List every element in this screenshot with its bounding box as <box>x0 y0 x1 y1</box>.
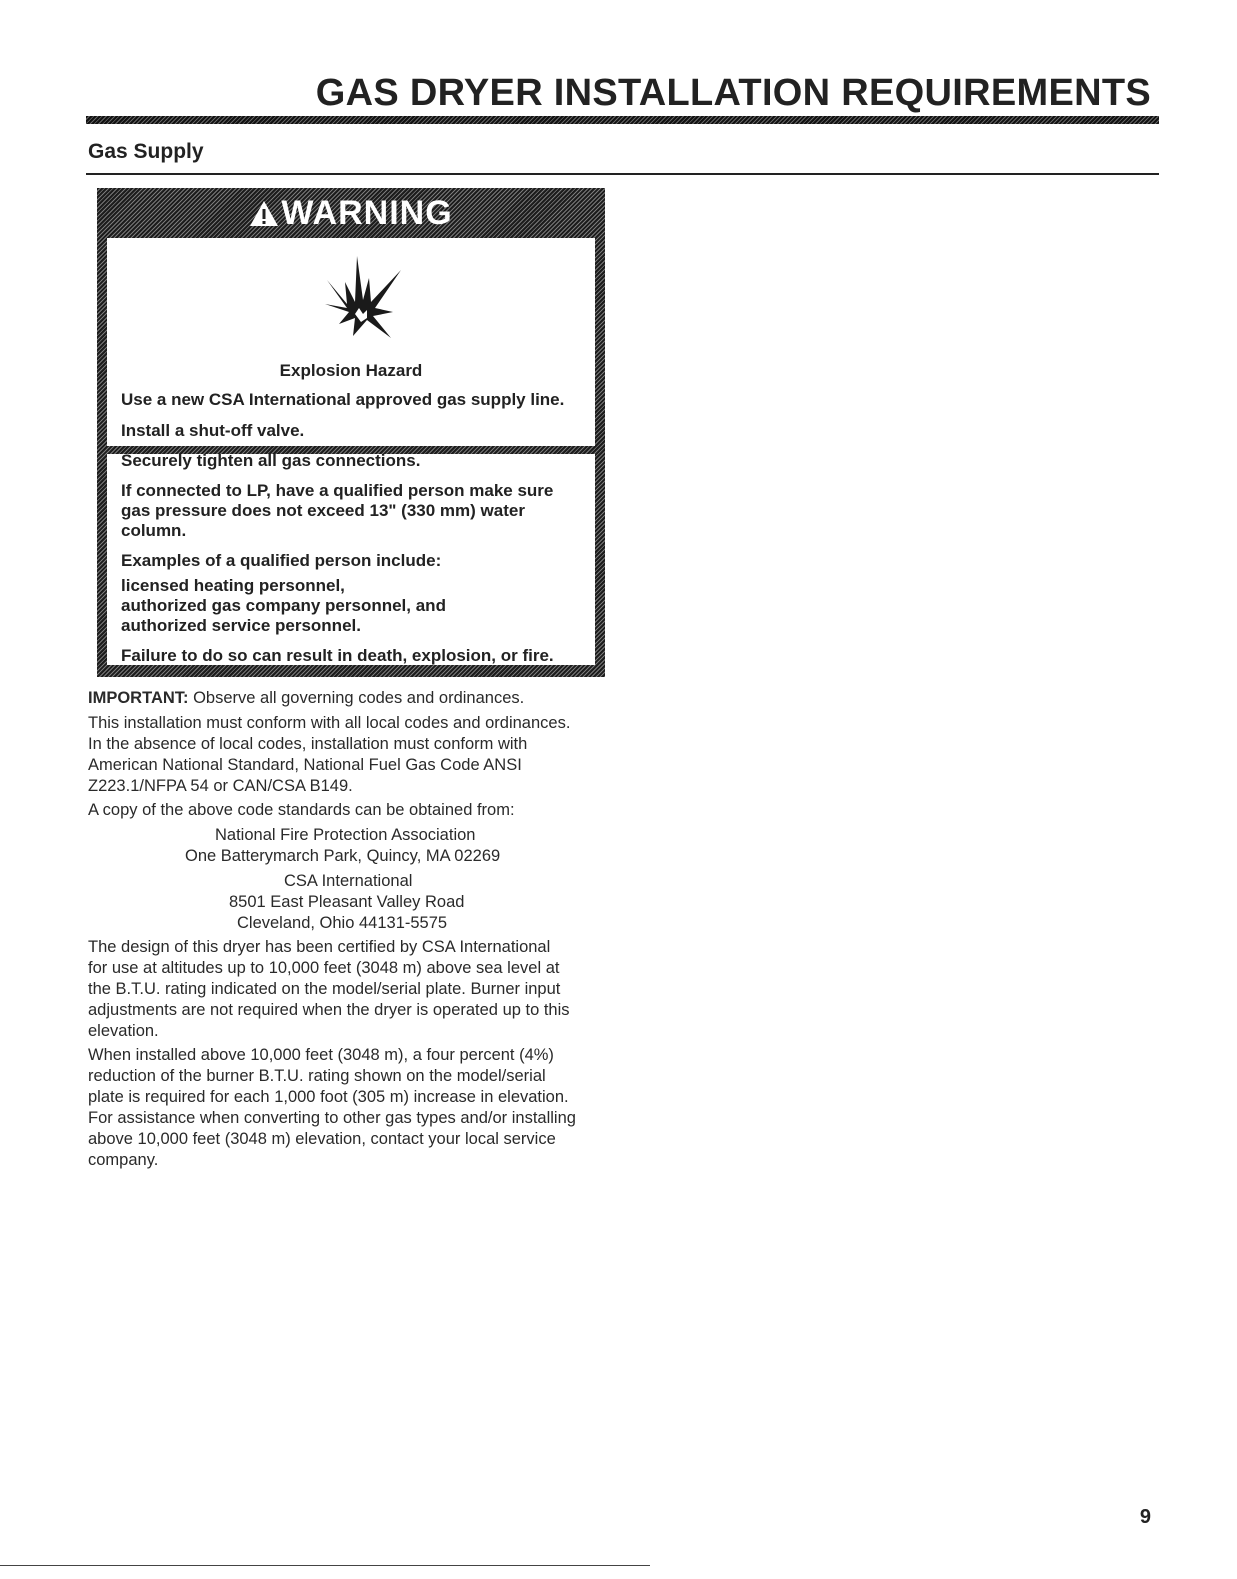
paragraph-line: the B.T.U. rating indicated on the model/serial plate. Burner input <box>88 980 561 998</box>
important-note <box>88 688 524 709</box>
paragraph-line: reduction of the burner B.T.U. rating shown on the model/serial <box>88 1067 546 1085</box>
warning-header <box>97 188 605 238</box>
paragraph-line: company. <box>88 1151 159 1169</box>
paragraph-line: When installed above 10,000 feet (3048 m), a four percent (4%) <box>88 1046 554 1064</box>
warning-line: column. <box>121 521 187 540</box>
section-rule <box>86 173 1159 175</box>
important-label: IMPORTANT: <box>88 689 189 707</box>
address-line: CSA International <box>284 872 413 890</box>
warning-triangle-icon <box>249 200 279 227</box>
paragraph-line: For assistance when converting to other gas types and/or installing <box>88 1109 576 1127</box>
warning-line: Securely tighten all gas connections. <box>121 451 421 470</box>
title-rule <box>86 116 1159 124</box>
page-number: 9 <box>1139 1506 1151 1528</box>
section-heading: Gas Supply <box>88 140 204 163</box>
warning-line: authorized service personnel. <box>121 616 361 635</box>
address-line: One Batterymarch Park, Quincy, MA 02269 <box>185 847 501 865</box>
explosion-icon <box>317 252 407 342</box>
paragraph-line: The design of this dryer has been certified by CSA International <box>88 938 551 956</box>
warning-line: If connected to LP, have a qualified person make sure <box>121 481 554 500</box>
warning-line: Use a new CSA International approved gas supply line. <box>121 390 565 409</box>
warning-line: licensed heating personnel, <box>121 576 345 595</box>
paragraph-line: for use at altitudes up to 10,000 feet (3048 m) above sea level at <box>88 959 560 977</box>
paragraph-line: plate is required for each 1,000 foot (305 m) increase in elevation. <box>88 1088 569 1106</box>
paragraph-line: This installation must conform with all local codes and ordinances. <box>88 714 571 732</box>
paragraph-line: Z223.1/NFPA 54 or CAN/CSA B149. <box>88 777 353 795</box>
important-text: Observe all governing codes and ordinances. <box>188 689 525 707</box>
address-line: 8501 East Pleasant Valley Road <box>229 893 465 911</box>
footer-rule <box>0 1565 650 1566</box>
address-line: Cleveland, Ohio 44131-5575 <box>237 914 448 932</box>
hazard-icon-panel <box>107 238 595 446</box>
paragraph-line: In the absence of local codes, installation must conform with <box>88 735 528 753</box>
warning-line: authorized gas company personnel, and <box>121 596 446 615</box>
warning-label: WARNING <box>281 193 453 232</box>
warning-line: Examples of a qualified person include: <box>121 551 442 570</box>
paragraph-line: elevation. <box>88 1022 159 1040</box>
paragraph-line: American National Standard, National Fuel Gas Code ANSI <box>88 756 522 774</box>
paragraph-line: above 10,000 feet (3048 m) elevation, contact your local service <box>88 1130 556 1148</box>
warning-line: Failure to do so can result in death, explosion, or fire. <box>121 646 554 665</box>
address-line: National Fire Protection Association <box>215 826 476 844</box>
hazard-title: Explosion Hazard <box>279 361 423 380</box>
page-title: GAS DRYER INSTALLATION REQUIREMENTS <box>315 72 1151 114</box>
warning-line: gas pressure does not exceed 13" (330 mm) water <box>121 501 525 520</box>
paragraph-line: A copy of the above code standards can be obtained from: <box>88 801 515 819</box>
paragraph-line: adjustments are not required when the dryer is operated up to this <box>88 1001 570 1019</box>
warning-line: Install a shut-off valve. <box>121 421 305 440</box>
